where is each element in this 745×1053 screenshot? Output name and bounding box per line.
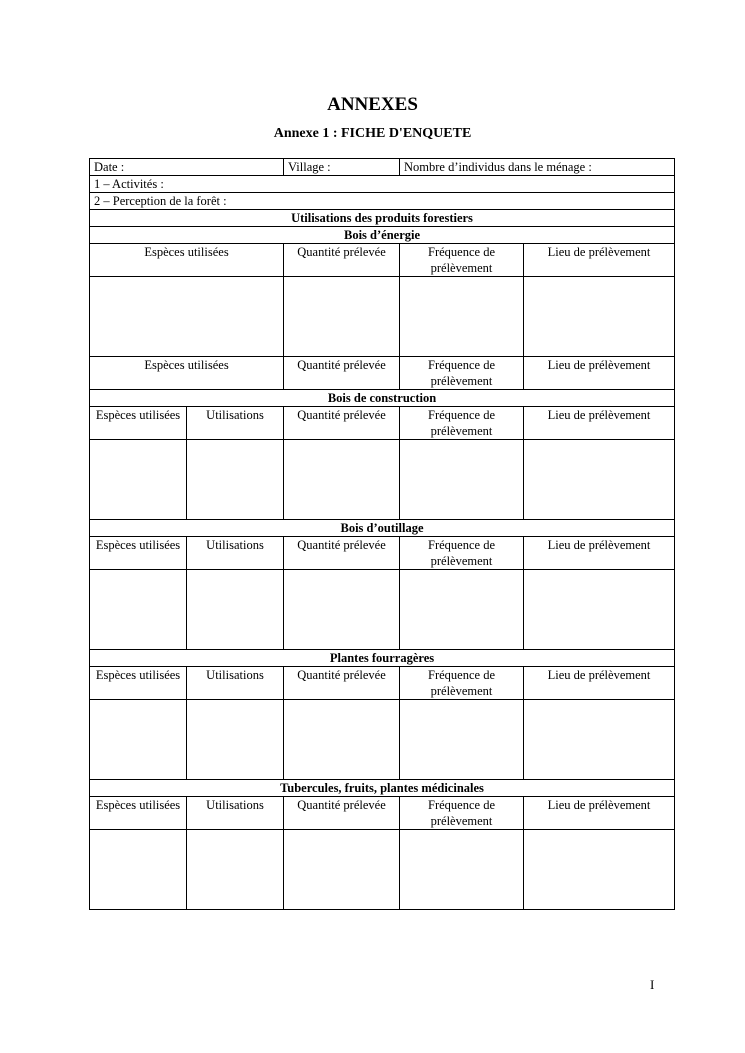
- survey-form-table: [89, 158, 675, 910]
- entry-cell[interactable]: [187, 440, 284, 520]
- entry-row: [90, 570, 675, 650]
- column-header: Lieu de prélèvement: [524, 797, 675, 830]
- entry-cell[interactable]: [187, 570, 284, 650]
- entry-cell[interactable]: [187, 830, 284, 910]
- section-heading: Bois de construction: [90, 390, 675, 407]
- section-heading-row: [90, 520, 675, 537]
- column-header: Espèces utilisées: [90, 244, 284, 277]
- entry-cell[interactable]: [400, 700, 524, 780]
- date-field[interactable]: Date :: [90, 159, 284, 176]
- column-header: Lieu de prélèvement: [524, 244, 675, 277]
- entry-cell[interactable]: [90, 700, 187, 780]
- column-header: Quantité prélevée: [284, 667, 400, 700]
- entry-row: [90, 700, 675, 780]
- column-header-row: [90, 407, 675, 440]
- annex-subtitle: Annexe 1 : FICHE D'ENQUETE: [273, 126, 472, 141]
- column-header: Espèces utilisées: [90, 667, 187, 700]
- entry-cell[interactable]: [90, 570, 187, 650]
- perception-row: [90, 193, 675, 210]
- entry-cell[interactable]: [284, 830, 400, 910]
- column-header-row: [90, 244, 675, 277]
- column-header-row: [90, 667, 675, 700]
- section-heading: Tubercules, fruits, plantes médicinales: [90, 780, 675, 797]
- entry-row: [90, 277, 675, 357]
- column-header-row: [90, 797, 675, 830]
- column-header: Espèces utilisées: [90, 357, 284, 390]
- entry-cell[interactable]: [90, 277, 284, 357]
- forest-perception-field[interactable]: 2 – Perception de la forêt :: [90, 193, 675, 210]
- section-heading-row: [90, 650, 675, 667]
- column-header: Quantité prélevée: [284, 407, 400, 440]
- section-heading: Bois d’outillage: [90, 520, 675, 537]
- column-header: Quantité prélevée: [284, 244, 400, 277]
- entry-row: [90, 830, 675, 910]
- column-header: Fréquence de prélèvement: [400, 357, 524, 390]
- uses-heading: Utilisations des produits forestiers: [90, 210, 675, 227]
- entry-cell[interactable]: [284, 700, 400, 780]
- section-heading: Bois d’énergie: [90, 227, 675, 244]
- column-header: Lieu de prélèvement: [524, 357, 675, 390]
- entry-cell[interactable]: [400, 570, 524, 650]
- section-heading-row: [90, 227, 675, 244]
- column-header: Quantité prélevée: [284, 537, 400, 570]
- document-title: ANNEXES: [327, 94, 418, 115]
- column-header-row: [90, 537, 675, 570]
- column-header: Fréquence de prélèvement: [400, 797, 524, 830]
- entry-cell[interactable]: [400, 830, 524, 910]
- entry-cell[interactable]: [90, 440, 187, 520]
- entry-cell[interactable]: [400, 440, 524, 520]
- entry-cell[interactable]: [284, 440, 400, 520]
- section-heading: Plantes fourragères: [90, 650, 675, 667]
- section-heading-row: [90, 390, 675, 407]
- activities-row: [90, 176, 675, 193]
- column-header: Lieu de prélèvement: [524, 667, 675, 700]
- entry-cell[interactable]: [187, 700, 284, 780]
- uses-heading-row: [90, 210, 675, 227]
- entry-cell[interactable]: [284, 570, 400, 650]
- column-header: Utilisations: [187, 537, 284, 570]
- column-header: Fréquence de prélèvement: [400, 537, 524, 570]
- column-header: Espèces utilisées: [90, 537, 187, 570]
- section-heading-row: [90, 780, 675, 797]
- activities-field[interactable]: 1 – Activités :: [90, 176, 675, 193]
- entry-cell[interactable]: [400, 277, 524, 357]
- column-header: Lieu de prélèvement: [524, 407, 675, 440]
- entry-cell[interactable]: [524, 440, 675, 520]
- column-header: Utilisations: [187, 797, 284, 830]
- column-header: Espèces utilisées: [90, 797, 187, 830]
- column-header: Lieu de prélèvement: [524, 537, 675, 570]
- column-header: Fréquence de prélèvement: [400, 667, 524, 700]
- entry-cell[interactable]: [524, 830, 675, 910]
- column-header: Espèces utilisées: [90, 407, 187, 440]
- column-header: Utilisations: [187, 667, 284, 700]
- column-header: Quantité prélevée: [284, 357, 400, 390]
- entry-cell[interactable]: [524, 570, 675, 650]
- header-row: [90, 159, 675, 176]
- column-header: Utilisations: [187, 407, 284, 440]
- entry-cell[interactable]: [90, 830, 187, 910]
- column-header: Fréquence de prélèvement: [400, 407, 524, 440]
- village-field[interactable]: Village :: [284, 159, 400, 176]
- column-header-row: [90, 357, 675, 390]
- household-size-field[interactable]: Nombre d’individus dans le ménage :: [400, 159, 675, 176]
- column-header: Quantité prélevée: [284, 797, 400, 830]
- entry-cell[interactable]: [524, 277, 675, 357]
- entry-cell[interactable]: [524, 700, 675, 780]
- entry-cell[interactable]: [284, 277, 400, 357]
- column-header: Fréquence de prélèvement: [400, 244, 524, 277]
- entry-row: [90, 440, 675, 520]
- page-number: I: [650, 977, 655, 992]
